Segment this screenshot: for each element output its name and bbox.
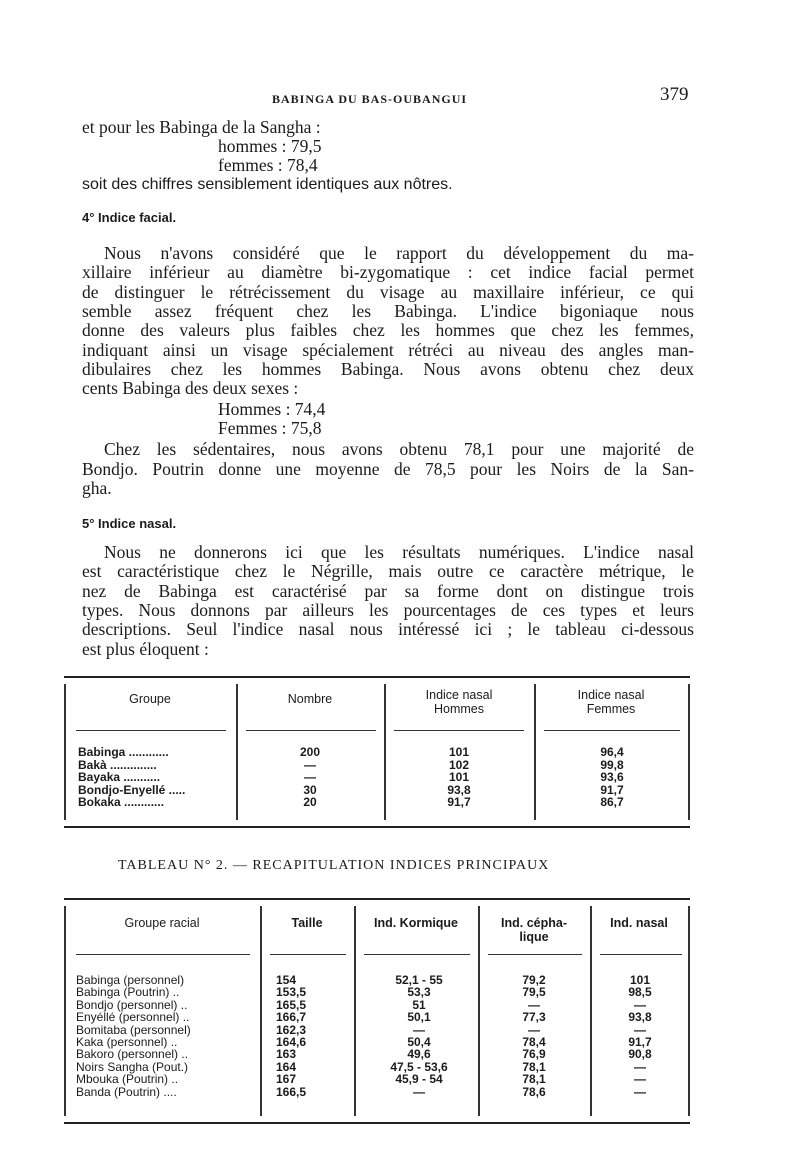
table-row-group: Babinga (Poutrin) .. [76,985,180,1000]
table-cell-femmes: 96,4 [600,745,624,759]
table-cell-cephalique: 79,5 [522,985,546,1000]
table-row-group: Babinga (personnel) [76,973,185,987]
table-cell-cephalique: 77,3 [522,1010,546,1025]
table-cell-nasal: — [634,997,646,1012]
table-cell-taille: 154 [276,973,297,987]
table-cell-hommes: 101 [448,745,470,759]
table-row-group: Kaka (personnel) .. [76,1035,178,1049]
table-cell-taille: 162,3 [276,1022,307,1037]
table-cell-nasal: — [634,1072,646,1087]
text-line: Nous ne donnerons ici que les résultats numériques. L'indice nasal [104,542,694,562]
page-number: 379 [660,84,689,105]
intro-line: et pour les Babinga de la Sangha : [82,117,321,137]
table-cell-femmes: 93,6 [600,770,624,784]
running-header: BABINGA DU BAS-OUBANGUI [272,92,468,106]
text-line: est caractéristique chez le Négrille, mais outre ce caractère métrique, le [82,561,694,582]
table-2-caption: TABLEAU N° 2. — RECAPITULATION INDICES PRINCIPAUX [118,858,550,873]
text-line: Bondjo. Poutrin donne une moyenne de 78,5 pour les Noirs de la San- [82,458,694,479]
column-header: Indice nasal Femmes [577,688,645,716]
table-cell-hommes: 102 [448,757,470,772]
text-line: indiquant ainsi un visage spécialement rétréci au niveau des angles man- [82,339,694,360]
table-cell-taille: 153,5 [276,985,307,1000]
column-header: Groupe [129,692,171,706]
table-cell-cephalique: 78,1 [522,1059,546,1074]
table-cell-nasal: 101 [629,973,651,987]
table-cell-nombre: — [304,770,316,784]
table-cell-nasal: — [634,1084,646,1099]
table-cell-nasal: 90,8 [628,1047,652,1062]
table-cell-cephalique: 76,9 [522,1047,546,1062]
table-cell-nombre: 30 [303,782,317,797]
table-cell-cephalique: — [528,1022,540,1037]
table-row-group: Banda (Poutrin) .... [76,1084,177,1099]
text-line: semble assez fréquent chez les Babinga. L'indice bigoniaque nous [82,300,694,321]
table-cell-nombre: 200 [299,745,321,759]
table-cell-cephalique: — [528,997,540,1012]
table-row-group: Bokaka ............ [78,795,165,809]
column-header: Nombre [287,692,333,706]
table-cell-femmes: 91,7 [600,782,624,797]
table-cell-nombre: 20 [303,795,317,809]
table-cell-taille: 164,6 [276,1035,307,1049]
section-4-hommes: Hommes : 74,4 [218,399,326,419]
table-cell-kormique: 47,5 - 53,6 [390,1059,448,1074]
table-cell-kormique: — [413,1084,425,1099]
table-cell-hommes: 101 [448,770,470,784]
table-cell-nombre: — [304,757,316,772]
nasal-index-table [64,676,690,828]
table-row-group: Bondjo (personnel) .. [76,997,188,1012]
text-line: nez de Babinga est caractérisé par sa forme dont on distingue trois [82,580,694,601]
summary-indices-table [64,898,690,1124]
section-4-heading: 4° Indice facial. [82,210,177,225]
table-row-group: Bayaka ........... [78,770,161,784]
table-cell-hommes: 91,7 [447,795,471,809]
table-cell-femmes: 99,8 [600,757,624,772]
text-line: descriptions. Seul l'indice nasal nous intéressé ici ; le tableau ci-dessous [82,619,694,640]
section-4-femmes: Femmes : 75,8 [218,418,322,438]
section-5-heading: 5° Indice nasal. [82,516,177,531]
column-header: Ind. nasal [610,916,668,930]
table-row-group: Noirs Sangha (Pout.) [76,1059,189,1074]
column-header: Ind. Kormique [373,916,459,930]
table-cell-kormique: 51 [412,997,426,1012]
table-cell-taille: 164 [276,1059,297,1074]
table-row-group: Bakà .............. [78,757,157,772]
intro-femmes: femmes : 78,4 [218,155,318,175]
table-row-group: Enyéllé (personnel) .. [76,1010,190,1025]
table-cell-taille: 165,5 [276,997,307,1012]
text-line: xillaire inférieur au diamètre bi-zygomatique : cet indice facial permet [82,262,694,283]
table-cell-kormique: 50,1 [407,1010,431,1025]
table-cell-femmes: 86,7 [600,795,624,809]
text-line: Nous n'avons considéré que le rapport du développement du ma- [104,243,694,263]
column-header: Ind. cépha- lique [501,916,567,944]
table-cell-kormique: 50,4 [407,1035,431,1049]
table-cell-cephalique: 78,1 [522,1072,546,1087]
intro-hommes: hommes : 79,5 [218,136,322,156]
table-row-group: Bomitaba (personnel) [76,1022,191,1037]
table-cell-nasal: 98,5 [628,985,652,1000]
table-row-group: Mbouka (Poutrin) .. [76,1072,179,1087]
table-cell-nasal: 91,7 [628,1035,652,1049]
text-line: dibulaires chez les hommes Babinga. Nous avons obtenu chez deux [82,358,694,379]
table-cell-kormique: 45,9 - 54 [395,1072,443,1087]
table-cell-taille: 163 [276,1047,297,1062]
table-cell-cephalique: 78,6 [522,1084,546,1099]
text-line: cents Babinga des deux sexes : [82,378,299,399]
table-cell-nasal: 93,8 [628,1010,652,1025]
intro-conclusion: soit des chiffres sensiblement identiques aux nôtres. [82,176,453,193]
table-cell-taille: 167 [276,1072,297,1087]
table-cell-taille: 166,7 [276,1010,307,1025]
text-line: est plus éloquent : [82,638,209,659]
text-line: donne des valeurs plus faibles chez les hommes que chez les femmes, [82,320,694,341]
table-cell-kormique: 49,6 [407,1047,431,1062]
table-cell-nasal: — [634,1022,646,1037]
column-header: Indice nasal Hommes [425,688,493,716]
table-cell-hommes: 93,8 [447,782,471,797]
text-line: Chez les sédentaires, nous avons obtenu 78,1 pour une majorité de [104,439,694,459]
text-line: types. Nous donnons par ailleurs les pourcentages de ces types et leurs [82,599,694,620]
table-row-group: Bakoro (personnel) .. [76,1047,189,1062]
table-row-group: Babinga ............ [78,745,169,759]
table-cell-cephalique: 79,2 [522,973,546,987]
table-cell-kormique: 53,3 [407,985,431,1000]
table-cell-nasal: — [634,1059,646,1074]
table-cell-kormique: — [413,1022,425,1037]
table-row-group: Bondjo-Enyellé ..... [78,782,186,797]
table-cell-taille: 166,5 [276,1084,307,1099]
column-header: Taille [291,916,323,930]
column-header: Groupe racial [124,916,200,930]
table-cell-kormique: 52,1 - 55 [395,973,443,987]
text-line: gha. [82,478,112,498]
table-cell-cephalique: 78,4 [522,1035,546,1049]
text-line: de distinguer le rétrécissement du visage au maxillaire inférieur, ce qui [82,281,694,302]
